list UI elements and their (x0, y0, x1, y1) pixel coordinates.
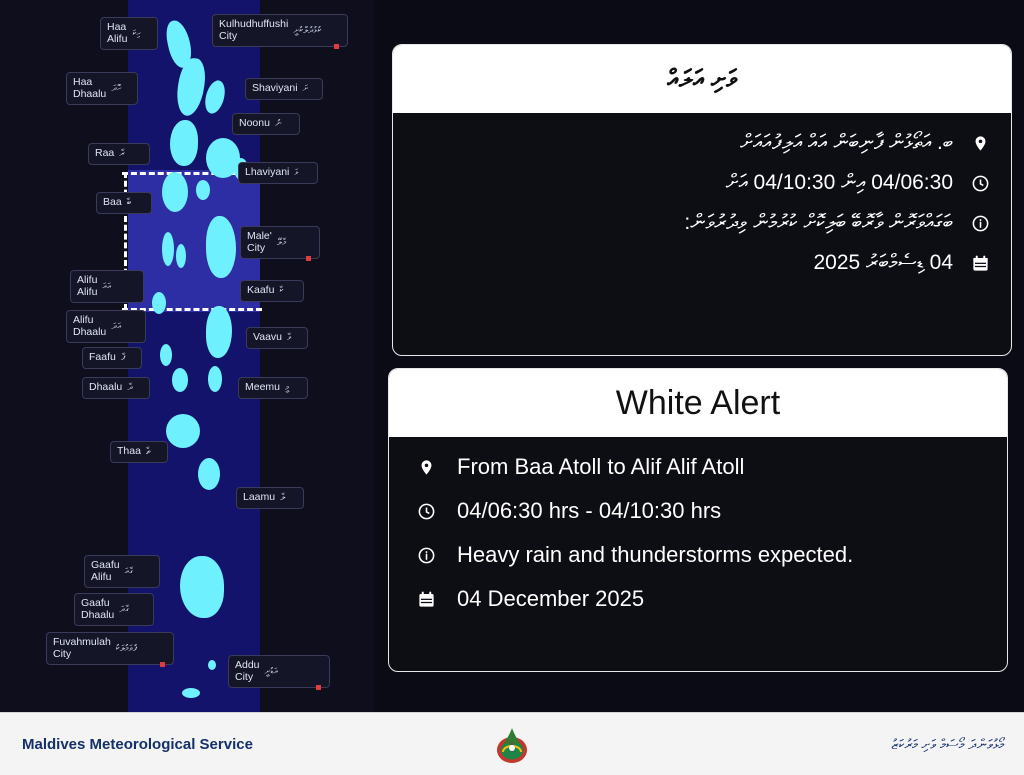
atoll-shape (160, 344, 172, 366)
map-label-dhivehi: ޅަ (294, 167, 299, 179)
map-label-line1: Kaafu (247, 284, 275, 296)
map-label-line2: City (235, 670, 254, 683)
map-label-meemu[interactable] (238, 377, 308, 399)
map-label-alifu-alifu[interactable] (70, 270, 144, 303)
map-label-dhivehi: ހިކަ (132, 28, 141, 39)
atoll-shape (180, 556, 224, 618)
map-label-alifu-dhaalu[interactable] (66, 310, 146, 343)
map-label-thaa[interactable] (110, 441, 168, 463)
map-label-text (243, 492, 275, 504)
map-label-line1: Noonu (239, 117, 270, 129)
map-label-line1: Alifu (73, 314, 94, 326)
alert-body-dhivehi (393, 113, 1011, 293)
map-label-text (73, 315, 106, 338)
map-label-line2: Dhaalu (73, 325, 107, 338)
atoll-shape (176, 244, 186, 268)
map-label-fuvahmulah-city[interactable] (46, 632, 174, 665)
atoll-shape (166, 414, 200, 448)
map-label-shaviyani[interactable] (245, 78, 323, 100)
map-label-dhivehi: ކާ (279, 285, 284, 297)
map-label-laamu[interactable] (236, 487, 304, 509)
map-label-text (91, 560, 120, 583)
alert-row-info-dv (411, 203, 993, 243)
map-label-line1: Kulhudhuffushi (219, 18, 289, 30)
map-label-haa-dhaalu[interactable] (66, 72, 138, 105)
map-label-text (117, 446, 141, 458)
map-label-line1: Addu (235, 659, 260, 671)
atoll-shape (152, 292, 166, 314)
map-label-line1: Haa (73, 76, 93, 88)
alert-date-text-en: 04 December 2025 (457, 586, 645, 611)
map-label-dhivehi: ނު (274, 118, 282, 130)
atoll-shape (208, 660, 216, 670)
map-label-dhivehi: މީ (285, 382, 290, 394)
map-label-line1: Fuvahmulah (53, 636, 111, 648)
alert-location-text-dv: ބ. އަތ﻿ޯޅުން ފާނިބަން އައް އަލިފުއައަށް (740, 131, 953, 154)
map-label-gaafu-alifu[interactable] (84, 555, 160, 588)
alert-body-english (389, 437, 1007, 629)
atoll-shape (172, 368, 188, 392)
map-label-faafu[interactable] (82, 347, 142, 369)
map-label-line2: City (247, 241, 266, 254)
alert-row-time-en (413, 489, 983, 533)
map-label-dhivehi: ގާއަ (124, 566, 134, 577)
atoll-shape (170, 120, 198, 166)
map-label-lhaviyani[interactable] (238, 162, 318, 184)
map-label-dhivehi: ހޮދަ (111, 83, 122, 94)
map-label-dhivehi: ފުވަމުލަކު (115, 643, 137, 654)
alert-row-date-dv (411, 243, 993, 283)
alert-location-text-en: From Baa Atoll to Alif Alif Atoll (457, 454, 745, 479)
map-label-line1: Alifu (77, 274, 98, 286)
alert-time-text-en: 04/06:30 hrs - 04/10:30 hrs (457, 498, 722, 523)
alert-time-text-dv: 04/06:30 އިން 04/10:30 އަށް (725, 171, 953, 194)
clock-icon (967, 174, 993, 193)
map-label-gaafu-dhaalu[interactable] (74, 593, 154, 626)
map-label-haa-alifu[interactable] (100, 17, 158, 50)
map-label-text (53, 637, 111, 660)
map-label-dhivehi: ބާ (126, 197, 132, 209)
map-label-text (81, 598, 114, 621)
alert-info-text-dv: ބަގައްވަރޮން ވާރޮބޭ ބަލިކޮށް ކުރުމުން ވިދުރުވަން: (684, 211, 953, 234)
map-label-dhivehi: އަދަ (111, 321, 122, 332)
map-label-text (245, 382, 280, 394)
map-label-dhivehi: އައަ (102, 281, 112, 292)
location-icon (967, 133, 993, 154)
map-label-male-city[interactable] (240, 226, 320, 259)
map-label-line1: Gaafu (81, 597, 110, 609)
map-label-text (77, 275, 97, 298)
map-label-text (245, 167, 289, 179)
map-label-line2: Alifu (107, 32, 128, 45)
map-label-text (89, 352, 116, 364)
map-label-text (253, 332, 282, 344)
map-label-line1: Male' (247, 230, 272, 242)
atoll-shape (182, 688, 200, 698)
map-label-text (73, 77, 106, 100)
map-label-dhaalu[interactable] (82, 377, 150, 399)
map-label-line2: City (219, 29, 238, 42)
map-label-text (235, 660, 260, 683)
map-label-line1: Lhaviyani (245, 166, 290, 178)
atoll-shape (162, 172, 188, 212)
city-marker-icon (306, 256, 311, 261)
city-marker-icon (334, 44, 339, 49)
city-marker-icon (316, 685, 321, 690)
map-label-dhivehi: އަޑުށީ (264, 666, 279, 677)
map-label-dhivehi: މާލޭ (276, 237, 287, 248)
alert-title-dhivehi: ވަށި އަލައް (393, 45, 1011, 113)
footer-organization-name: Maldives Meteorological Service (22, 735, 253, 753)
map-label-kulhudhuffushi-city[interactable] (212, 14, 348, 47)
national-emblem-icon (493, 724, 531, 764)
map-label-text (95, 148, 114, 160)
map-label-text (252, 83, 298, 95)
alert-card-dhivehi (392, 44, 1012, 356)
map-label-raa[interactable] (88, 143, 150, 165)
map-label-dhivehi: ދާ (127, 382, 134, 394)
map-label-line2: Alifu (91, 570, 112, 583)
alert-row-time-dv (411, 163, 993, 203)
map-label-dhivehi: ގާދަ (119, 604, 130, 615)
map-label-text (239, 118, 270, 130)
map-label-baa[interactable] (96, 192, 152, 214)
alert-row-location-dv (411, 123, 993, 163)
location-icon (413, 457, 439, 478)
map-label-addu-city[interactable] (228, 655, 330, 688)
map-label-dhivehi: ވާ (287, 332, 292, 344)
calendar-icon (967, 254, 993, 273)
alert-card-english (388, 368, 1008, 672)
map-label-line2: Dhaalu (81, 608, 115, 621)
atoll-shape (198, 458, 220, 490)
alert-info-text-en: Heavy rain and thunderstorms expected. (457, 542, 854, 567)
footer-bar (0, 712, 1024, 775)
alert-date-text-dv: 04 ޑިސެމްބަރު 2025 (813, 251, 953, 274)
alert-row-info-en (413, 533, 983, 577)
map-label-line1: Meemu (245, 381, 281, 393)
map-label-line1: Faafu (89, 351, 116, 363)
atoll-shape (206, 216, 236, 278)
map-label-dhivehi: ފާ (120, 352, 126, 364)
maldives-atoll-map (0, 0, 374, 712)
map-label-line1: Laamu (243, 491, 276, 503)
map-label-line1: Gaafu (91, 559, 120, 571)
calendar-icon (413, 590, 439, 609)
map-label-line2: Alifu (77, 285, 98, 298)
map-label-line1: Baa (103, 196, 122, 208)
alert-row-location-en (413, 445, 983, 489)
map-label-line1: Raa (95, 147, 115, 159)
map-label-line1: Dhaalu (89, 381, 123, 393)
city-marker-icon (160, 662, 165, 667)
map-label-text (247, 231, 272, 254)
map-label-dhivehi: ށަ (302, 83, 309, 95)
info-icon (967, 214, 993, 233)
clock-icon (413, 502, 439, 521)
map-label-dhivehi: ތާ (145, 446, 151, 458)
map-label-line2: City (53, 647, 72, 660)
map-label-line1: Shaviyani (252, 82, 298, 94)
map-label-dhivehi: ރާ (119, 148, 125, 160)
atoll-shape (208, 366, 222, 392)
map-label-text (247, 285, 274, 297)
alert-title-english: White Alert (389, 369, 1007, 437)
map-label-line1: Thaa (117, 445, 141, 457)
map-label-line1: Haa (107, 21, 127, 33)
map-label-kaafu[interactable] (240, 280, 304, 302)
map-label-text (103, 197, 122, 209)
map-label-text (107, 22, 127, 45)
map-label-dhivehi: ކުޅުދުލްކުށީ (293, 25, 322, 36)
map-label-noonu[interactable] (232, 113, 300, 135)
map-label-vaavu[interactable] (246, 327, 308, 349)
atoll-shape (162, 232, 174, 266)
map-label-line2: Dhaalu (73, 87, 107, 100)
alert-row-date-en (413, 577, 983, 621)
map-label-line1: Vaavu (253, 331, 282, 343)
info-icon (413, 546, 439, 565)
map-label-text (219, 19, 288, 42)
atoll-shape (196, 180, 210, 200)
footer-organization-name-dhivehi: މޯޅުވަންދަ މޯސަމް ވަށި މަރުކަޒު (891, 735, 1004, 752)
map-label-dhivehi: ލާ (280, 492, 286, 504)
map-label-text (89, 382, 122, 394)
